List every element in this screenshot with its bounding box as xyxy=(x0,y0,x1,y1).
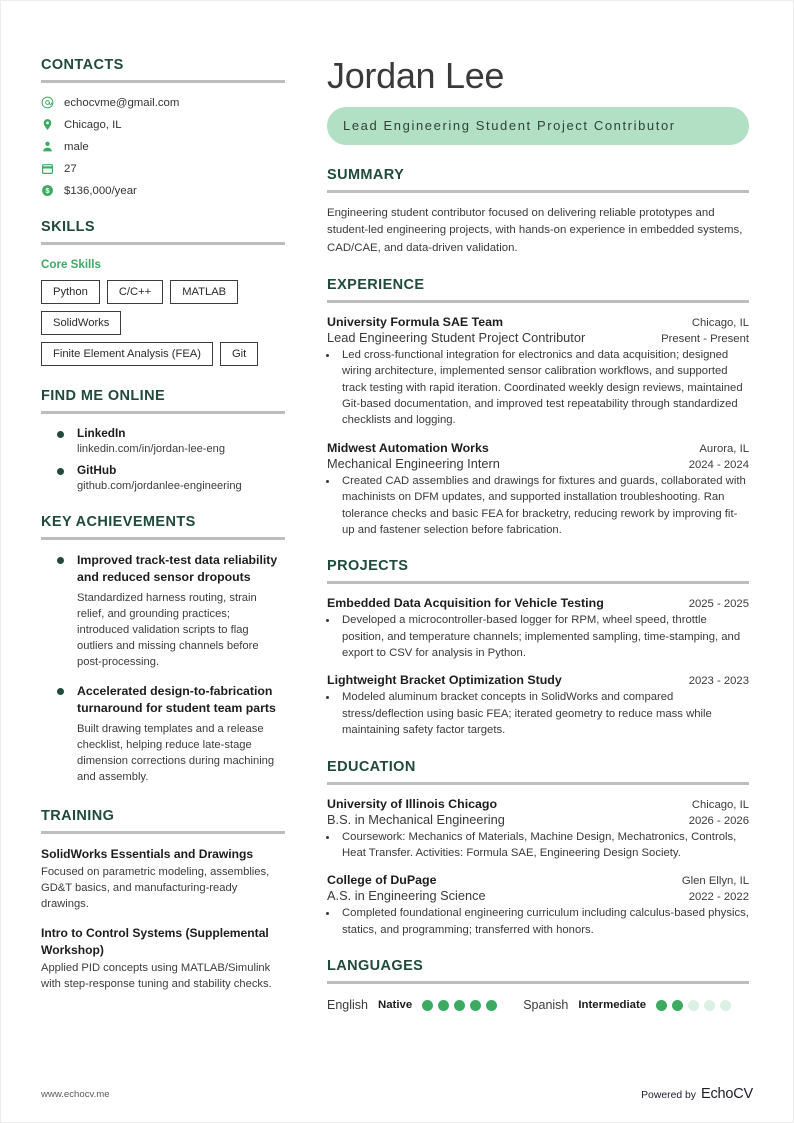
entry-top-row xyxy=(327,673,749,687)
bullet-icon xyxy=(57,557,64,564)
skill-chip[interactable]: MATLAB xyxy=(170,280,238,304)
organization-name: University Formula SAE Team xyxy=(327,314,504,329)
education-entry xyxy=(327,797,749,862)
entry-top-row xyxy=(327,441,749,455)
skill-chip[interactable]: Git xyxy=(220,342,258,366)
list-item xyxy=(57,552,285,670)
svg-text:$: $ xyxy=(45,186,50,196)
bullet-icon xyxy=(57,688,64,695)
powered-by-label: Powered by xyxy=(641,1090,696,1101)
online-name: LinkedIn xyxy=(77,426,126,440)
language-rating-dots xyxy=(656,1000,731,1011)
contact-row xyxy=(41,184,285,197)
section-divider xyxy=(41,831,285,834)
education-heading: EDUCATION xyxy=(327,758,416,775)
entry-top-row xyxy=(327,596,749,610)
online-name: GitHub xyxy=(77,463,117,477)
contacts-section xyxy=(41,57,285,197)
entry-dates: 2025 - 2025 xyxy=(688,598,749,611)
training-section xyxy=(41,808,285,993)
list-item xyxy=(57,683,285,786)
contact-value: $136,000/year xyxy=(64,184,137,197)
brand-name: EchoCV xyxy=(701,1086,753,1102)
projects-heading: PROJECTS xyxy=(327,558,409,575)
rating-dot xyxy=(672,1000,683,1011)
training-title: SolidWorks Essentials and Drawings xyxy=(41,847,254,862)
section-divider xyxy=(41,537,285,540)
rating-dot xyxy=(438,1000,449,1011)
salary-icon xyxy=(41,184,54,197)
bullet-text: • Led cross-functional integration for electronics and data acquisition; designed wiring architecture, implemented sensor calibration workflows, and supported track testing with rapid iteration. Coordinated weekly design reviews, maintained Git-based documentation, and improved test repeatability through standardized checklists and logging. xyxy=(338,347,749,429)
education-section xyxy=(327,759,749,939)
bullet-icon xyxy=(57,431,64,438)
language-level: Native xyxy=(378,999,413,1012)
footer xyxy=(1,1066,793,1122)
contact-row xyxy=(41,140,285,153)
sidebar xyxy=(41,57,303,1032)
contact-row xyxy=(41,162,285,175)
language-item xyxy=(523,998,731,1012)
entry-bullets xyxy=(327,347,749,429)
training-heading: TRAINING xyxy=(41,808,115,825)
contacts-heading: CONTACTS xyxy=(41,57,124,73)
summary-text: Engineering student contributor focused on delivering reliable prototypes and student-led engineering projects, with hands-on experience in embedded systems, CAD/CAE, and data-driven validation. xyxy=(327,206,743,254)
entry-dates: 2022 - 2022 xyxy=(688,891,749,904)
achievements-heading: KEY ACHIEVEMENTS xyxy=(41,514,196,530)
entry-second-row xyxy=(327,812,749,827)
entry-top-row xyxy=(327,873,749,887)
list-item[interactable] xyxy=(57,463,285,492)
school-name: College of DuPage xyxy=(327,873,437,888)
entry-dates: 2024 - 2024 xyxy=(688,458,749,471)
training-description: Applied PID concepts using MATLAB/Simulink with step-response tuning and stability checks. xyxy=(41,962,272,990)
skill-chip[interactable]: Finite Element Analysis (FEA) xyxy=(41,342,213,366)
entry-second-row xyxy=(327,456,749,471)
rating-dot xyxy=(656,1000,667,1011)
achievement-title: Improved track-test data reliability and reduced sensor dropouts xyxy=(77,553,278,584)
training-description: Focused on parametric modeling, assemblies, GD&T basics, and manufacturing-ready drawings. xyxy=(41,866,270,911)
experience-section xyxy=(327,277,749,538)
training-item xyxy=(41,925,285,993)
rating-dot xyxy=(704,1000,715,1011)
summary-heading: SUMMARY xyxy=(327,166,405,183)
entry-second-row xyxy=(327,888,749,903)
bullet-text: • Created CAD assemblies and drawings for fixtures and guards, collaborated with machinists on DFM updates, and supported installation troubleshooting. Ran tolerance checks and basic FEA for bracketry, reducing rework by improving fit-up and fastener selection before fabrication. xyxy=(338,473,749,539)
entry-second-row xyxy=(327,330,749,345)
contact-value: Chicago, IL xyxy=(64,118,122,131)
key-achievements-section xyxy=(41,514,285,786)
section-divider xyxy=(41,411,285,414)
person-icon xyxy=(41,140,54,153)
bullet-text: • Completed foundational engineering curriculum including calculus-based physics, statics, and programming; transferred with honors. xyxy=(338,905,749,938)
section-divider xyxy=(327,190,749,193)
online-url[interactable]: github.com/jordanlee-engineering xyxy=(77,480,242,492)
rating-dot xyxy=(422,1000,433,1011)
entry-location: Aurora, IL xyxy=(699,442,749,455)
summary-section xyxy=(327,167,749,257)
projects-section xyxy=(327,558,749,738)
skill-chip[interactable]: SolidWorks xyxy=(41,311,121,335)
rating-dot xyxy=(470,1000,481,1011)
list-item[interactable] xyxy=(57,426,285,455)
bullet-text: • Developed a microcontroller-based logger for RPM, wheel speed, throttle position, and temperature channels; implemented sampling, time-stamping, and export to CSV for analysis in Python. xyxy=(338,612,749,661)
bullet-icon xyxy=(57,468,64,475)
entry-location: Chicago, IL xyxy=(691,316,749,329)
calendar-icon xyxy=(41,162,54,175)
languages-heading: LANGUAGES xyxy=(327,958,424,975)
contacts-list xyxy=(41,96,285,197)
experience-entry xyxy=(327,315,749,429)
achievement-title: Accelerated design-to-fabrication turnaround for student team parts xyxy=(77,684,276,716)
organization-name: Midwest Automation Works xyxy=(327,440,489,455)
skill-chips xyxy=(41,280,285,366)
entry-top-row xyxy=(327,797,749,811)
language-name: Spanish xyxy=(523,998,569,1013)
page-title: Jordan Lee xyxy=(327,55,505,96)
experience-heading: EXPERIENCE xyxy=(327,276,425,293)
training-item xyxy=(41,846,285,913)
skills-heading: SKILLS xyxy=(41,219,95,235)
school-name: University of Illinois Chicago xyxy=(327,796,498,811)
entry-dates: Present - Present xyxy=(661,332,749,345)
online-heading: FIND ME ONLINE xyxy=(41,388,166,404)
entry-bullets xyxy=(327,829,749,862)
training-title: Intro to Control Systems (Supplemental Workshop) xyxy=(41,926,269,957)
language-rating-dots xyxy=(422,1000,497,1011)
achievement-description: Built drawing templates and a release checklist, helping reduce late-stage dimension corrections during machining and assembly. xyxy=(77,723,275,784)
language-item xyxy=(327,998,497,1012)
contact-row xyxy=(41,96,285,109)
job-title-badge: Lead Engineering Student Project Contributor xyxy=(327,107,749,145)
contact-value: echocvme@gmail.com xyxy=(64,96,180,109)
online-url[interactable]: linkedin.com/in/jordan-lee-eng xyxy=(77,443,225,455)
project-entry xyxy=(327,673,749,738)
role-title: Lead Engineering Student Project Contributor xyxy=(327,329,586,345)
bullet-text: • Coursework: Mechanics of Materials, Machine Design, Mechatronics, Controls, Heat Transfer. Activities: Formula SAE, Engineering Design Society. xyxy=(338,829,749,862)
contact-row xyxy=(41,118,285,131)
section-divider xyxy=(41,80,285,83)
experience-entry xyxy=(327,441,749,539)
find-me-online-section xyxy=(41,388,285,492)
entry-bullets xyxy=(327,473,749,539)
language-name: English xyxy=(327,998,368,1013)
languages-row xyxy=(327,998,749,1012)
degree-title: B.S. in Mechanical Engineering xyxy=(327,811,505,827)
contact-value: 27 xyxy=(64,162,77,175)
rating-dot xyxy=(486,1000,497,1011)
skill-chip[interactable]: C/C++ xyxy=(107,280,163,304)
rating-dot xyxy=(688,1000,699,1011)
skills-group-label: Core Skills xyxy=(41,258,101,271)
header-block xyxy=(327,57,749,145)
degree-title: A.S. in Engineering Science xyxy=(327,888,486,904)
section-divider xyxy=(327,782,749,785)
project-entry xyxy=(327,596,749,661)
languages-section xyxy=(327,958,749,1012)
entry-bullets xyxy=(327,612,749,661)
entry-location: Glen Ellyn, IL xyxy=(681,875,749,888)
online-list xyxy=(41,426,285,492)
rating-dot xyxy=(454,1000,465,1011)
entry-top-row xyxy=(327,315,749,329)
skill-chip[interactable]: Python xyxy=(41,280,100,304)
entry-bullets xyxy=(327,905,749,938)
location-pin-icon xyxy=(41,118,54,131)
main-column xyxy=(303,57,749,1032)
language-level: Intermediate xyxy=(578,999,647,1012)
section-divider xyxy=(327,300,749,303)
section-divider xyxy=(327,981,749,984)
rating-dot xyxy=(720,1000,731,1011)
role-title: Mechanical Engineering Intern xyxy=(327,455,500,471)
achievements-list xyxy=(41,552,285,786)
section-divider xyxy=(41,242,285,245)
contact-value: male xyxy=(64,140,89,153)
resume-columns xyxy=(1,1,793,1032)
skills-section xyxy=(41,219,285,366)
education-entry xyxy=(327,873,749,938)
entry-bullets xyxy=(327,689,749,738)
footer-site-url[interactable]: www.echocv.me xyxy=(41,1088,110,1100)
project-name: Embedded Data Acquisition for Vehicle Testing xyxy=(327,596,604,611)
project-name: Lightweight Bracket Optimization Study xyxy=(327,673,562,688)
entry-dates: 2023 - 2023 xyxy=(688,675,749,688)
achievement-description: Standardized harness routing, strain relief, and grounding practices; introduced validation scripts to flag outliers and missing channels before post-processing. xyxy=(77,591,259,668)
email-icon xyxy=(41,96,54,109)
entry-dates: 2026 - 2026 xyxy=(688,814,749,827)
footer-powered-by xyxy=(641,1086,753,1102)
bullet-text: • Modeled aluminum bracket concepts in SolidWorks and compared stress/deflection using basic FEA; iterated geometry to reduce mass while maintaining safety factor targets. xyxy=(338,689,749,738)
entry-location: Chicago, IL xyxy=(691,798,749,811)
section-divider xyxy=(327,581,749,584)
